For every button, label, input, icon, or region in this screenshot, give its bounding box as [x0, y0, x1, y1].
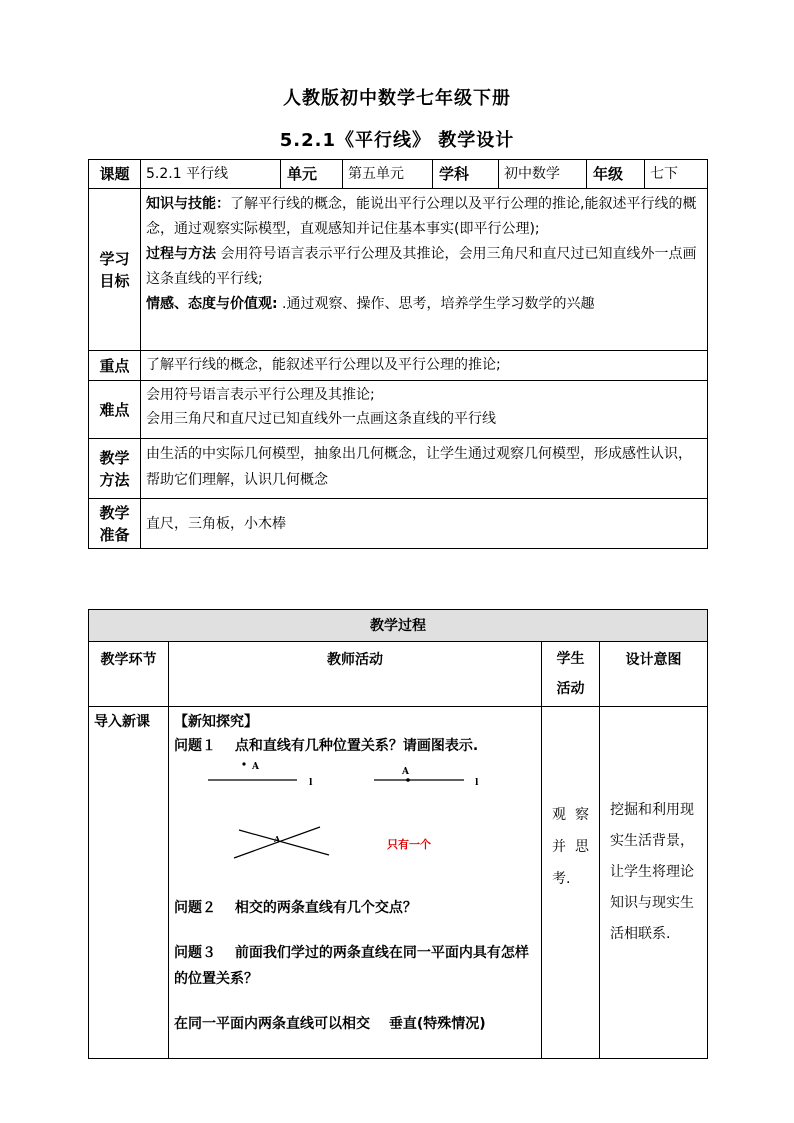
unit-value: 第五单元	[343, 160, 433, 189]
emotion-text: .通过观察、操作、思考，培养学生学习数学的兴趣	[277, 296, 595, 312]
question-3: 问题３ 前面我们学过的两条直线在同一平面内具有怎样的位置关系？	[174, 945, 529, 987]
diagram-svg	[174, 758, 514, 888]
topic-label: 课题	[89, 160, 141, 189]
point-line-diagram	[174, 758, 514, 888]
doc-subtitle: 5.2.1《平行线》 教学设计	[279, 130, 515, 151]
only-one-note: 只有一个	[387, 838, 431, 851]
question-4: 在同一平面内两条直线可以相交 垂直(特殊情况)	[174, 1016, 486, 1032]
stage-intro: 导入新课	[89, 707, 169, 1059]
label-l1: l	[309, 778, 313, 788]
col-teacher: 教师活动	[169, 642, 542, 707]
grade-value: 七下	[645, 160, 708, 189]
goals-cell	[141, 189, 708, 351]
unit-label: 单元	[281, 160, 343, 189]
section-tag: 【新知探究】	[174, 714, 258, 730]
label-l2: l	[475, 778, 479, 788]
grade-label: 年级	[587, 160, 645, 189]
goal-process	[146, 242, 702, 292]
label-A2: A	[402, 767, 409, 777]
difficulty-label: 难点	[89, 381, 141, 439]
subject-value: 初中数学	[499, 160, 587, 189]
process-header: 教学过程	[89, 610, 708, 642]
method-label: 教学方法	[89, 439, 141, 499]
goals-label: 学习目标	[89, 189, 141, 351]
method-value: 由生活的中实际几何模型，抽象出几何概念，让学生通过观察几何模型，形成感性认识，帮助它们理解，认识几何概念	[141, 439, 708, 499]
question-2: 问题２ 相交的两条直线有几个交点？	[174, 900, 417, 916]
subject-label: 学科	[433, 160, 499, 189]
label-A3: A	[274, 834, 281, 844]
process-label: 过程与方法	[146, 246, 216, 262]
knowledge-text: 了解平行线的概念，能说出平行公理以及平行公理的推论,能叙述平行线的概念，通过观察实际模型，直观感知并记住基本事实(即平行公理);	[146, 196, 697, 237]
key-label: 重点	[89, 351, 141, 381]
student-activity: 观察并思考.	[542, 707, 600, 1059]
col-design: 设计意图	[600, 642, 708, 707]
teaching-process-table	[88, 609, 708, 1059]
design-intent: 挖掘和利用现实生活背景，让学生将理论知识与现实生活相联系.	[600, 707, 708, 1059]
question-1: 问题１ 点和直线有几种位置关系？请画图表示.	[174, 738, 479, 754]
emotion-label: 情感、态度与价值观:	[146, 296, 278, 312]
difficulty-cell	[141, 381, 708, 439]
prep-label: 教学准备	[89, 499, 141, 549]
doc-title: 人教版初中数学七年级下册	[283, 88, 511, 109]
goal-knowledge	[146, 192, 702, 242]
col-student: 学生活动	[542, 642, 600, 707]
label-A1: A	[252, 762, 259, 772]
point-on-line	[406, 778, 410, 782]
goal-emotion	[146, 292, 702, 317]
prep-value: 直尺，三角板，小木棒	[141, 499, 708, 549]
difficulty-line-1: 会用符号语言表示平行公理及其推论;	[146, 387, 375, 403]
lesson-info-table	[88, 159, 708, 549]
topic-value: 5.2.1 平行线	[141, 160, 281, 189]
knowledge-label: 知识与技能：	[146, 196, 230, 212]
teacher-activity	[169, 707, 542, 1059]
key-value: 了解平行线的概念，能叙述平行公理以及平行公理的推论;	[141, 351, 708, 381]
col-stage: 教学环节	[89, 642, 169, 707]
point-off-line	[242, 762, 245, 765]
difficulty-line-2: 会用三角尺和直尺过已知直线外一点画这条直线的平行线	[146, 411, 496, 427]
process-text: 会用符号语言表示平行公理及其推论，会用三角尺和直尺过已知直线外一点画这条直线的平行线;	[146, 246, 697, 287]
